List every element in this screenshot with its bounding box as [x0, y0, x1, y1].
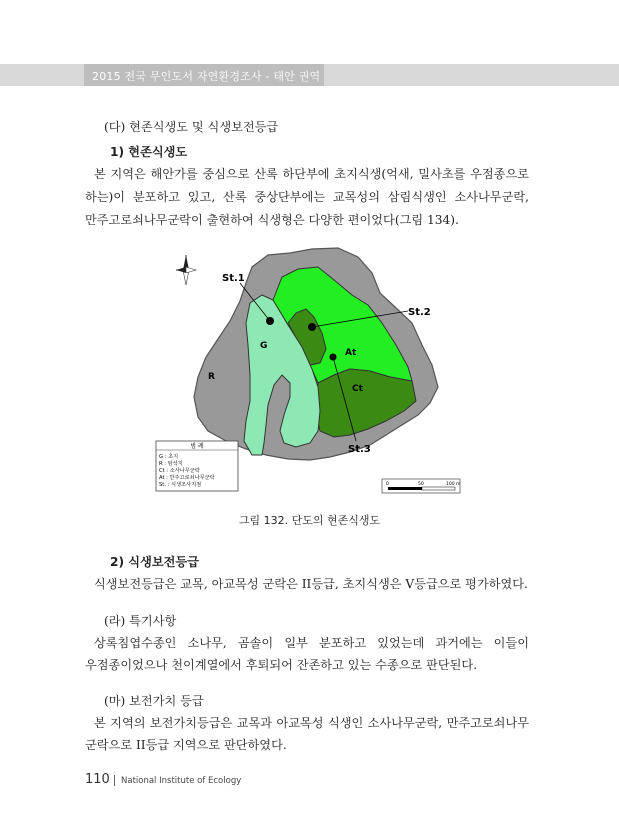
- label-at: At: [345, 348, 357, 358]
- para1-line1: 본 지역은 해안가를 중심으로 산록 하단부에 초지식생(억새, 밀사초를 우점종으로: [94, 167, 529, 181]
- para1-line2: 하는)이 분포하고 있고, 산록 중상단부에는 교목성의 삼림식생인 소사나무군락,: [85, 190, 529, 204]
- ct-area: [316, 369, 416, 437]
- footer-divider: [114, 775, 115, 786]
- sub2-text: 식생보전등급은 교목, 아교목성 군락은 II등급, 초지식생은 V등급으로 평가하였다.: [94, 577, 528, 591]
- ma-line1: 본 지역의 보전가치등급은 교목과 아교목성 식생인 소사나무군락, 만주고로쇠나무: [94, 716, 529, 730]
- map-legend: [156, 441, 238, 491]
- subsection-1-title: 1) 현존식생도: [110, 145, 188, 159]
- legend-item: G : 초지: [159, 454, 179, 460]
- ra-line2: 우점종이었으나 천이계열에서 후퇴되어 잔존하고 있는 수종으로 판단된다.: [85, 658, 478, 672]
- section-ma-heading: (마) 보전가치 등급: [104, 694, 204, 708]
- north-arrow-icon: [176, 255, 196, 285]
- scale-start: 0: [386, 482, 389, 487]
- ma-line2: 군락으로 II등급 지역으로 판단하였다.: [85, 738, 287, 752]
- label-ct: Ct: [352, 384, 363, 394]
- scale-bar: [382, 479, 460, 493]
- label-st1: St.1: [222, 273, 245, 284]
- scale-mid: 50: [418, 482, 424, 487]
- page-number: 110: [85, 772, 110, 787]
- label-g: G: [260, 341, 268, 351]
- label-st3: St.3: [348, 444, 371, 455]
- legend-title: 범 례: [190, 443, 204, 450]
- section-da-heading: (다) 현존식생도 및 식생보전등급: [104, 120, 279, 134]
- header-title: 2015 전국 무인도서 자연환경조사 - 태안 권역: [92, 70, 321, 83]
- legend-item: Ct : 소사나무군락: [159, 468, 200, 474]
- section-ra-heading: (라) 특기사항: [104, 614, 177, 628]
- legend-item: R : 암석지: [159, 461, 183, 467]
- ra-line1: 상록침엽수종인 소나무, 곰솔이 일부 분포하고 있었는데 과거에는 이들이: [94, 636, 529, 650]
- figure-caption: 그림 132. 단도의 현존식생도: [238, 514, 381, 527]
- para1-line3: 만주고로쇠나무군락이 출현하여 식생형은 다양한 편이었다(그림 134).: [85, 213, 459, 227]
- legend-item: At : 만주고로쇠나무군락: [159, 475, 215, 481]
- vegetation-map: [150, 245, 470, 500]
- label-st2: St.2: [408, 307, 431, 318]
- label-r: R: [208, 372, 215, 382]
- footer-organization: National Institute of Ecology: [121, 776, 242, 786]
- legend-item: St. : 식생조사지점: [159, 482, 202, 488]
- subsection-2-title: 2) 식생보전등급: [110, 555, 199, 569]
- scale-end: 100 m: [446, 482, 461, 487]
